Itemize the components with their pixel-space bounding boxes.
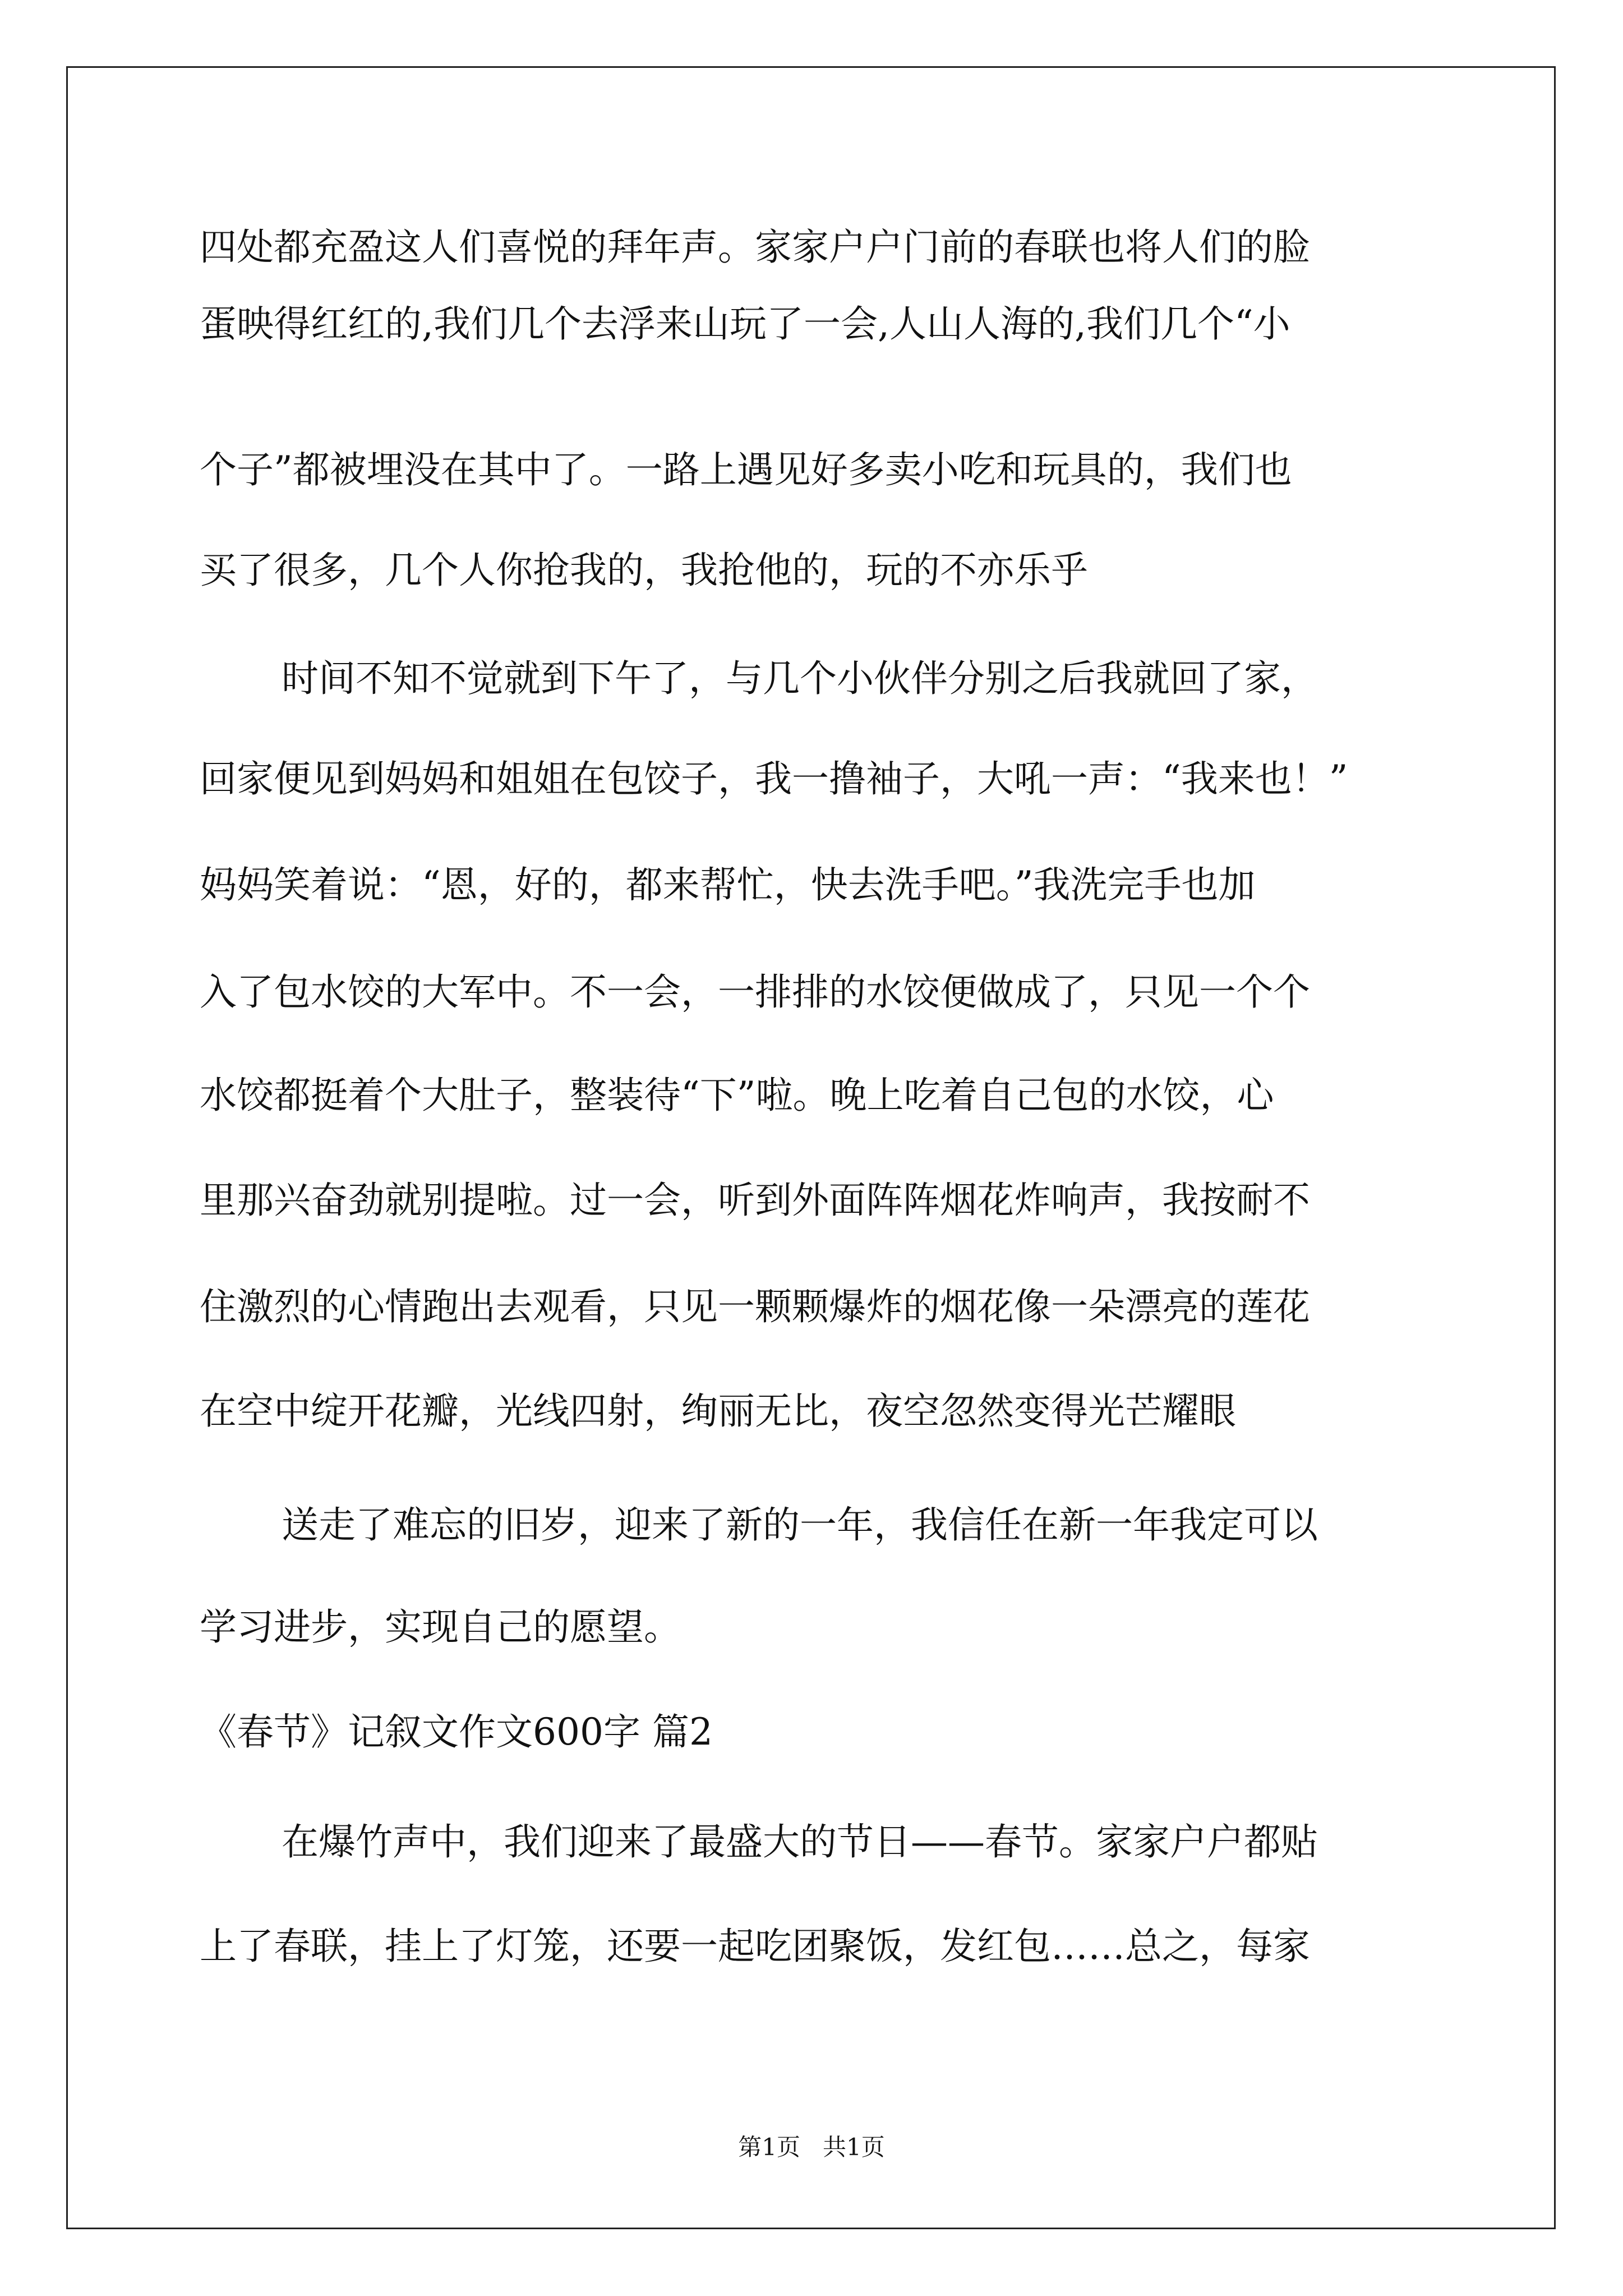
paragraph-line: 个子”都被埋没在其中了。一路上遇见好多卖小吃和玩具的，我们也: [200, 448, 1292, 491]
paragraph-line: 上了春联，挂上了灯笼，还要一起吃团聚饭，发红包……总之，每家: [200, 1925, 1310, 1968]
paragraph-line: 买了很多，几个人你抢我的，我抢他的，玩的不亦乐乎: [200, 549, 1088, 592]
paragraph-line: 水饺都挺着个大肚子，整装待“下”啦。晚上吃着自己包的水饺，心: [200, 1074, 1274, 1117]
paragraph-line: 学习进步，实现自己的愿望。: [200, 1605, 681, 1649]
paragraph-line: 入了包水饺的大军中。不一会，一排排的水饺便做成了，只见一个个: [200, 970, 1310, 1014]
paragraph-line: 在空中绽开花瓣，光线四射，绚丽无比，夜空忽然变得光芒耀眼: [200, 1389, 1236, 1433]
page-border: [66, 66, 1556, 2229]
paragraph-line: 在爆竹声中，我们迎来了最盛大的节日——春节。家家户户都贴: [282, 1820, 1318, 1864]
paragraph-line: 送走了难忘的旧岁，迎来了新的一年，我信任在新一年我定可以: [282, 1503, 1318, 1547]
paragraph-line: 里那兴奋劲就别提啦。过一会，听到外面阵阵烟花炸响声，我按耐不: [200, 1179, 1310, 1222]
paragraph-line: 时间不知不觉就到下午了，与几个小伙伴分别之后我就回了家，: [282, 657, 1318, 700]
section-heading: 《春节》记叙文作文600字 篇2: [200, 1710, 713, 1754]
paragraph-line: 回家便见到妈妈和姐姐在包饺子，我一撸袖子，大吼一声：“我来也！”: [200, 757, 1348, 800]
paragraph-line: 妈妈笑着说：“恩，好的，都来帮忙，快去洗手吧。”我洗完手也加: [200, 863, 1256, 907]
paragraph-line: 蛋映得红红的,我们几个去浮来山玩了一会,人山人海的,我们几个“小: [200, 302, 1290, 346]
page-footer: 第1页 共1页: [738, 2133, 885, 2161]
paragraph-line: 住激烈的心情跑出去观看，只见一颗颗爆炸的烟花像一朵漂亮的莲花: [200, 1285, 1310, 1328]
paragraph-line: 四处都充盈这人们喜悦的拜年声。家家户户门前的春联也将人们的脸: [200, 226, 1310, 269]
